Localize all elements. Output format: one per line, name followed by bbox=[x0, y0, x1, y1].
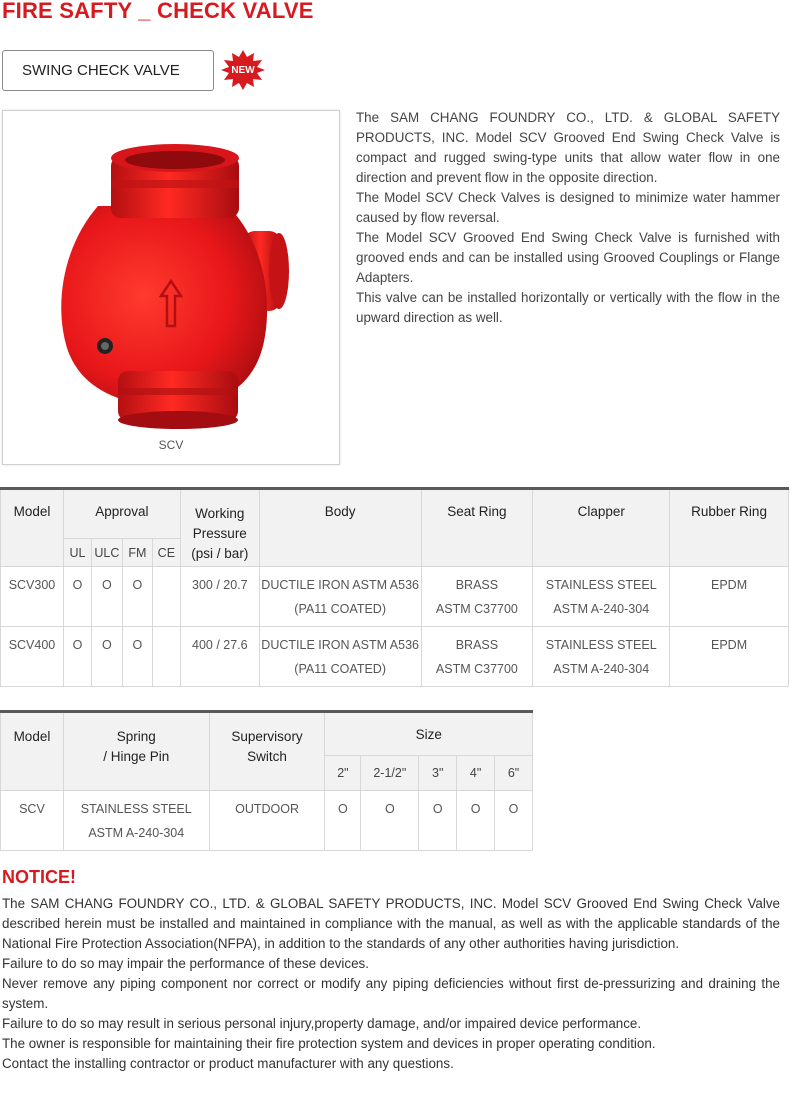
header-supervisory-switch bbox=[209, 712, 325, 791]
new-badge-label: NEW bbox=[231, 64, 255, 76]
product-description bbox=[356, 108, 780, 328]
cell-body bbox=[259, 567, 421, 627]
cell-text: (PA11 COATED) bbox=[294, 602, 386, 616]
header-body: Body bbox=[259, 489, 421, 567]
cell-text: ASTM A-240-304 bbox=[553, 602, 650, 616]
description-paragraph: The Model SCV Grooved End Swing Check Valve is furnished with grooved ends and can be installed using Grooved Couplings or Flange Adapters. bbox=[356, 230, 780, 285]
cell-text: BRASS bbox=[455, 578, 499, 592]
header-size-3: 3" bbox=[419, 756, 457, 791]
description-paragraph: This valve can be installed horizontally or vertically with the flow in the upward direction as well. bbox=[356, 290, 780, 325]
cell-ulc: O bbox=[91, 567, 122, 627]
cell-rubber-ring: EPDM bbox=[670, 567, 789, 627]
cell-size-3: O bbox=[419, 791, 457, 851]
header-ulc: ULC bbox=[91, 539, 122, 567]
header-model: Model bbox=[1, 489, 64, 567]
notice-line: Never remove any piping component nor correct or modify any piping deficiencies without first de-pressurizing and draining the system. bbox=[2, 976, 780, 1011]
header-seat-ring: Seat Ring bbox=[421, 489, 533, 567]
product-image-box bbox=[2, 110, 340, 465]
product-image-caption: SCV bbox=[158, 438, 184, 452]
cell-rubber-ring: EPDM bbox=[670, 627, 789, 687]
header-ul: UL bbox=[63, 539, 91, 567]
cell-size-6: O bbox=[495, 791, 533, 851]
notice-title: NOTICE! bbox=[2, 867, 76, 887]
cell-size-2-1-2: O bbox=[361, 791, 419, 851]
header-spring-hinge-pin bbox=[63, 712, 209, 791]
description-paragraph: The SAM CHANG FOUNDRY CO., LTD. & GLOBAL SAFETY PRODUCTS, INC. Model SCV Grooved End Swing Check Valve is compact and rugged swing-type units that allow water flow in one direction and prevent flow in the opposite direction. bbox=[356, 110, 780, 185]
cell-clapper bbox=[533, 627, 670, 687]
header-text: / Hinge Pin bbox=[103, 749, 170, 764]
size-table bbox=[0, 710, 533, 851]
cell-spring bbox=[63, 791, 209, 851]
header-approval: Approval bbox=[63, 489, 180, 539]
header-size: Size bbox=[325, 712, 533, 756]
cell-pressure: 400 / 27.6 bbox=[180, 627, 259, 687]
cell-text: STAINLESS STEEL bbox=[545, 578, 657, 592]
header-working-pressure: Working Pressure (psi / bar) bbox=[180, 489, 259, 567]
cell-size-4: O bbox=[457, 791, 495, 851]
header-ce: CE bbox=[152, 539, 180, 567]
table-row bbox=[1, 791, 533, 851]
cell-body bbox=[259, 627, 421, 687]
cell-text: (PA11 COATED) bbox=[294, 662, 386, 676]
notice-line: The SAM CHANG FOUNDRY CO., LTD. & GLOBAL SAFETY PRODUCTS, INC. Model SCV Grooved End Swing Check Valve described herein must be installed and maintained in compliance with the manual, as well as with the applicable standards of the National Fire Protection Association(NFPA), in addition to the standards of any other authorities having jurisdiction. bbox=[2, 896, 780, 951]
notice-line: Failure to do so may impair the performance of these devices. bbox=[2, 956, 369, 971]
cell-fm: O bbox=[122, 627, 152, 687]
table-row bbox=[1, 627, 789, 687]
header-text: Switch bbox=[247, 749, 287, 764]
page-title: FIRE SAFTY _ CHECK VALVE bbox=[2, 0, 314, 23]
header-clapper: Clapper bbox=[533, 489, 670, 567]
cell-text: ASTM A-240-304 bbox=[553, 662, 650, 676]
table-row bbox=[1, 567, 789, 627]
header-size-4: 4" bbox=[457, 756, 495, 791]
cell-pressure: 300 / 20.7 bbox=[180, 567, 259, 627]
notice-text bbox=[2, 894, 780, 1074]
cell-text: ASTM A-240-304 bbox=[88, 826, 185, 840]
cell-size-2: O bbox=[325, 791, 361, 851]
cell-clapper bbox=[533, 567, 670, 627]
header-text: Supervisory bbox=[231, 729, 303, 744]
header-size-6: 6" bbox=[495, 756, 533, 791]
cell-text: ASTM C37700 bbox=[435, 602, 518, 616]
swing-check-valve-image bbox=[43, 136, 303, 436]
new-badge bbox=[221, 50, 265, 90]
cell-seat-ring bbox=[421, 627, 533, 687]
description-paragraph: The Model SCV Check Valves is designed to minimize water hammer caused by flow reversal. bbox=[356, 190, 780, 225]
cell-ul: O bbox=[63, 567, 91, 627]
cell-ce bbox=[152, 627, 180, 687]
cell-text: STAINLESS STEEL bbox=[80, 802, 192, 816]
header-model: Model bbox=[1, 712, 64, 791]
cell-model: SCV bbox=[1, 791, 64, 851]
cell-ce bbox=[152, 567, 180, 627]
cell-model: SCV300 bbox=[1, 567, 64, 627]
cell-model: SCV400 bbox=[1, 627, 64, 687]
cell-ul: O bbox=[63, 627, 91, 687]
header-rubber-ring: Rubber Ring bbox=[670, 489, 789, 567]
cell-text: BRASS bbox=[455, 638, 499, 652]
cell-text: DUCTILE IRON ASTM A536 bbox=[261, 638, 419, 652]
notice-line: The owner is responsible for maintaining their fire protection system and devices in proper operating condition. bbox=[2, 1036, 656, 1051]
cell-ulc: O bbox=[91, 627, 122, 687]
header-size-2-1-2: 2-1/2" bbox=[361, 756, 419, 791]
cell-text: DUCTILE IRON ASTM A536 bbox=[261, 578, 419, 592]
cell-seat-ring bbox=[421, 567, 533, 627]
notice-line: Contact the installing contractor or product manufacturer with any questions. bbox=[2, 1056, 454, 1071]
notice-line: Failure to do so may result in serious personal injury,property damage, and/or impaired device performance. bbox=[2, 1016, 642, 1031]
header-fm: FM bbox=[122, 539, 152, 567]
cell-fm: O bbox=[122, 567, 152, 627]
spec-table bbox=[0, 487, 789, 687]
cell-text: STAINLESS STEEL bbox=[545, 638, 657, 652]
cell-switch: OUTDOOR bbox=[209, 791, 325, 851]
model-name-box: SWING CHECK VALVE bbox=[2, 50, 214, 91]
header-text: Spring bbox=[116, 729, 156, 744]
cell-text: ASTM C37700 bbox=[435, 662, 518, 676]
header-size-2: 2" bbox=[325, 756, 361, 791]
